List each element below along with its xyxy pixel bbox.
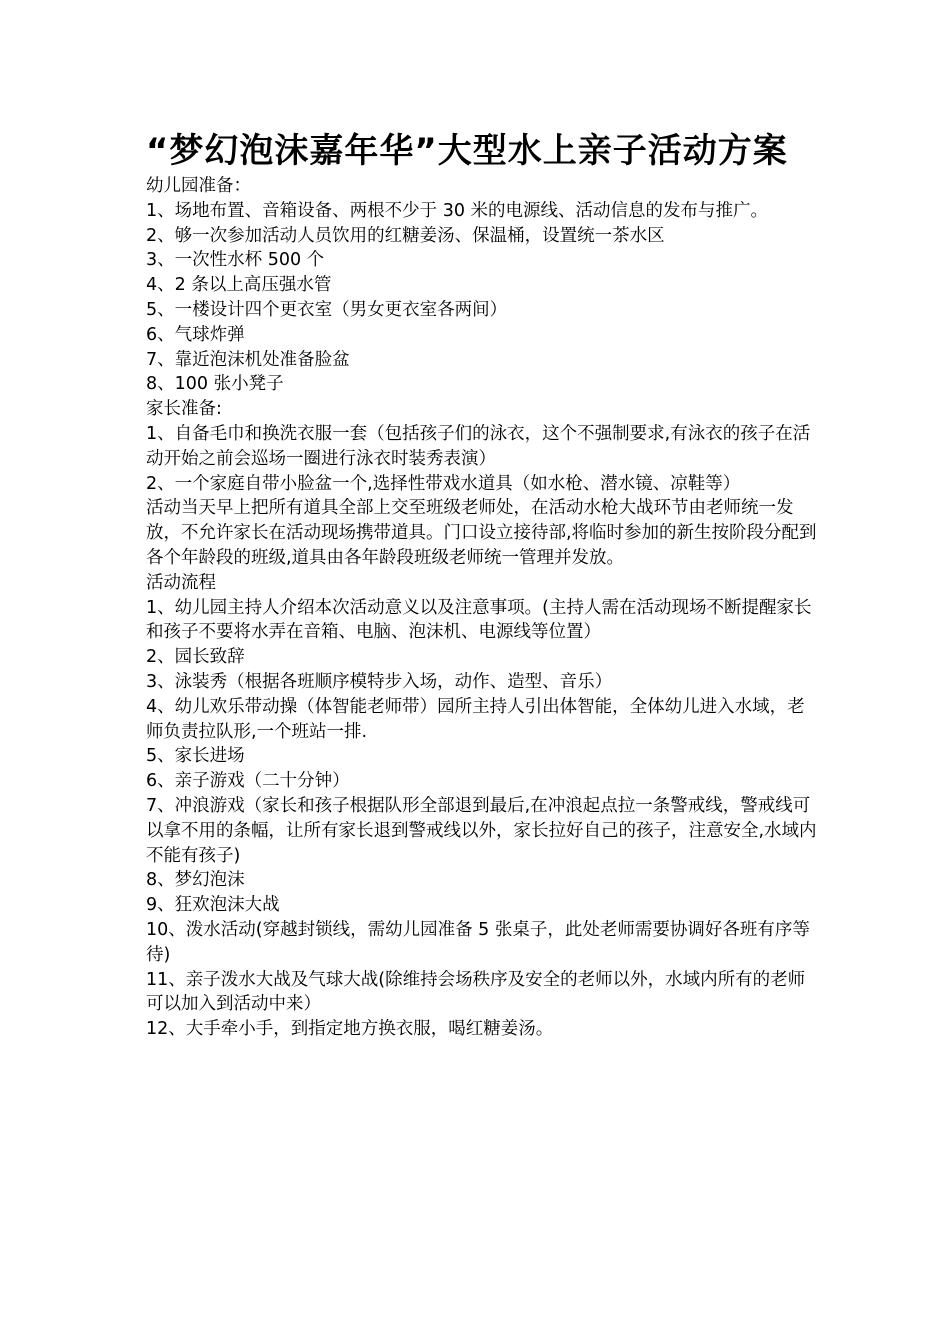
list-item: 4、幼儿欢乐带动操（体智能老师带）园所主持人引出体智能，全体幼儿进入水域，老师负责拉队形,一个班站一排. [146, 696, 805, 742]
list-item: 4、2 条以上高压强水管 [146, 275, 332, 296]
list-item: 6、气球炸弹 [146, 324, 245, 345]
list-item: 3、泳装秀（根据各班顺序模特步入场，动作、造型、音乐） [146, 671, 613, 692]
section-heading-kindergarten: 幼儿园准备： [146, 176, 251, 196]
list-item: 11、亲子泼水大战及气球大战(除维持会场秩序及安全的老师以外，水域内所有的老师可以加入到活动中来） [146, 969, 806, 1015]
list-item: 7、靠近泡沫机处准备脸盆 [146, 349, 350, 370]
list-item: 5、家长进场 [146, 746, 245, 767]
list-item: 10、泼水活动(穿越封锁线，需幼儿园准备 5 张桌子，此处老师需要协调好各班有序等待) [146, 919, 810, 965]
document-title: “梦幻泡沫嘉年华”大型水上亲子活动方案 [146, 131, 788, 171]
list-item: 1、场地布置、音箱设备、两根不少于 30 米的电源线、活动信息的发布与推广。 [146, 200, 769, 221]
paragraph: 活动当天早上把所有道具全部上交至班级老师处，在活动水枪大战环节由老师统一发放，不允许家长在活动现场携带道具。门口设立接待部,将临时参加的新生按阶段分配到各个年龄段的班级,道具由各年龄段班级老师统一管理并发放。 [146, 498, 817, 568]
list-item: 1、自备毛巾和换洗衣服一套（包括孩子们的泳衣，这个不强制要求,有泳衣的孩子在活动开始之前会巡场一圈进行泳衣时装秀表演） [146, 423, 811, 469]
document-body [146, 174, 818, 1042]
list-item: 1、幼儿园主持人介绍本次活动意义以及注意事项。(主持人需在活动现场不断提醒家长和孩子不要将水弄在音箱、电脑、泡沫机、电源线等位置） [146, 597, 812, 643]
list-item: 2、一个家庭自带小脸盆一个,选择性带戏水道具（如水枪、潜水镜、凉鞋等） [146, 473, 741, 494]
list-item: 2、园长致辞 [146, 647, 245, 668]
list-item: 8、梦幻泡沫 [146, 870, 245, 891]
list-item: 2、够一次参加活动人员饮用的红糖姜汤、保温桶，设置统一茶水区 [146, 225, 665, 246]
list-item: 3、一次性水杯 500 个 [146, 250, 325, 271]
document-page [146, 128, 818, 1042]
list-item: 8、100 张小凳子 [146, 374, 284, 395]
list-item: 12、大手牵小手，到指定地方换衣服，喝红糖姜汤。 [146, 1019, 554, 1040]
list-item: 6、亲子游戏（二十分钟） [146, 771, 350, 792]
section-heading-process: 活动流程 [146, 572, 216, 593]
list-item: 9、狂欢泡沫大战 [146, 895, 280, 916]
list-item: 5、一楼设计四个更衣室（男女更衣室各两间） [146, 299, 508, 320]
list-item: 7、冲浪游戏（家长和孩子根据队形全部退到最后,在冲浪起点拉一条警戒线，警戒线可以拿不用的条幅，让所有家长退到警戒线以外，家长拉好自己的孩子，注意安全,水域内不能有孩子) [146, 795, 817, 866]
section-heading-parents: 家长准备: [146, 399, 222, 420]
